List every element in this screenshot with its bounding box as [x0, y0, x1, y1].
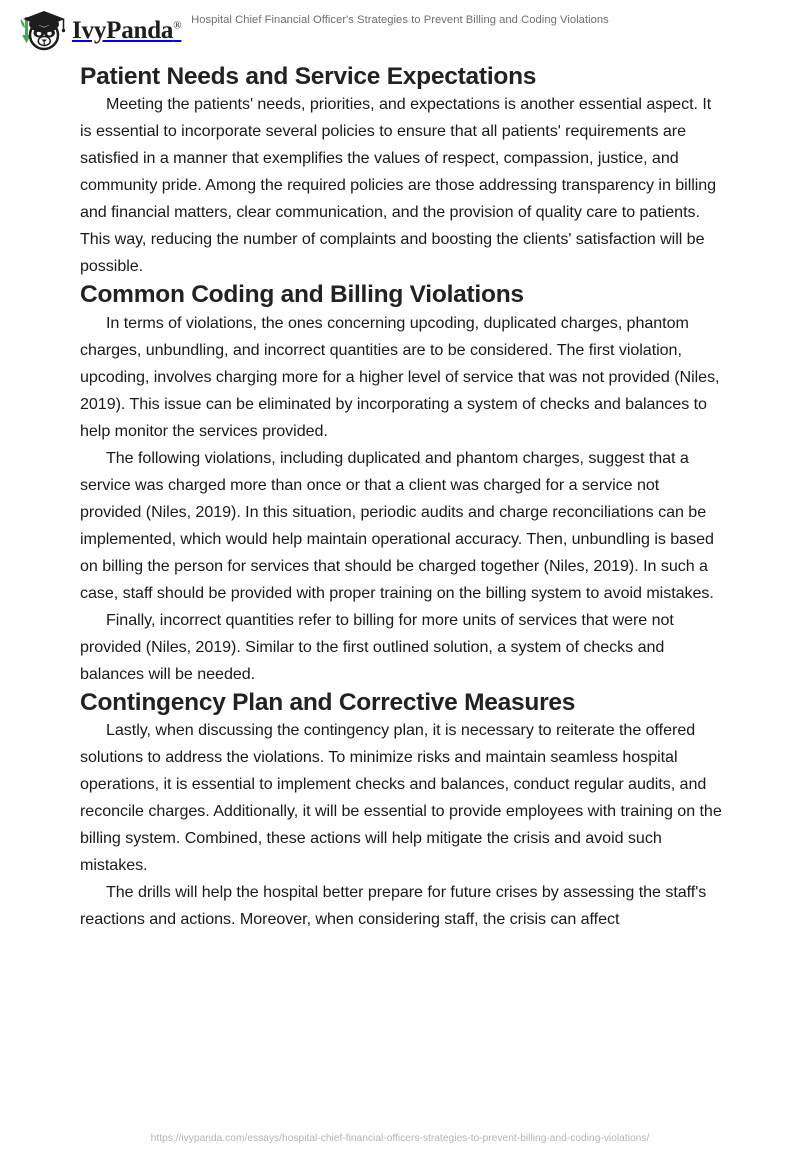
paragraph: Meeting the patients' needs, priorities, and expectations is another essential aspect. It is essential to incorporate several policies to ensure that all patients' requirements are satisfied in a manner that exemplifies the values of respect, compassion, justice, and community pride. Among the required policies are those addressing transparency in billing and financial matters, clear communication, and the provision of quality care to patients. This way, reducing the number of complaints and boosting the clients' satisfaction will be possible.	[80, 95, 717, 276]
paragraph: The following violations, including duplicated and phantom charges, suggest that a service was charged more than once or that a client was charged for a service not provided (Niles, 2019). In this situation, periodic audits and charge reconciliations can be implemented, which would help maintain operational accuracy. Then, unbundling is based on billing the person for services that should be charged together (Niles, 2019). In such a case, staff should be provided with proper training on the billing system to avoid mistakes.	[80, 448, 714, 602]
brand-name-text: IvyPanda	[72, 16, 174, 44]
section-heading-common-violations: Common Coding and Billing Violations	[80, 281, 524, 309]
document-body	[80, 62, 722, 933]
page-header	[0, 0, 800, 62]
registered-trademark-symbol: ®	[173, 19, 182, 32]
paragraph: Finally, incorrect quantities refer to billing for more units of services that were not provided (Niles, 2019). Similar to the first outlined solution, a system of checks and balances will be needed.	[80, 610, 674, 683]
paragraph: Lastly, when discussing the contingency plan, it is necessary to reiterate the offered solutions to address the violations. To minimize risks and maintain seamless hospital operations, it is essential to implement checks and balances, conduct regular audits, and reconcile charges. Additionally, it will be essential to provide employees with training on the billing system. Combined, these actions will help mitigate the crisis and avoid such mistakes.	[80, 721, 722, 875]
source-url[interactable]: https://ivypanda.com/essays/hospital-chief-financial-officers-strategies-to-prevent-billing-and-coding-violations/	[150, 1133, 650, 1144]
section-heading-patient-needs: Patient Needs and Service Expectations	[80, 63, 537, 90]
paragraph: In terms of violations, the ones concerning upcoding, duplicated charges, phantom charges, unbundling, and incorrect quantities are to be considered. The first violation, upcoding, involves charging more for a higher level of service that was not provided (Niles, 2019). This issue can be eliminated by incorporating a system of checks and balances to help monitor the services provided.	[80, 313, 720, 440]
section-heading-contingency-plan: Contingency Plan and Corrective Measures	[80, 688, 576, 716]
running-title: Hospital Chief Financial Officer's Strategies to Prevent Billing and Coding Violations	[191, 14, 609, 26]
page-footer	[0, 1128, 800, 1146]
paragraph: The drills will help the hospital better prepare for future crises by assessing the staff's reactions and actions. Moreover, when considering staff, the crisis can affect	[80, 883, 707, 929]
